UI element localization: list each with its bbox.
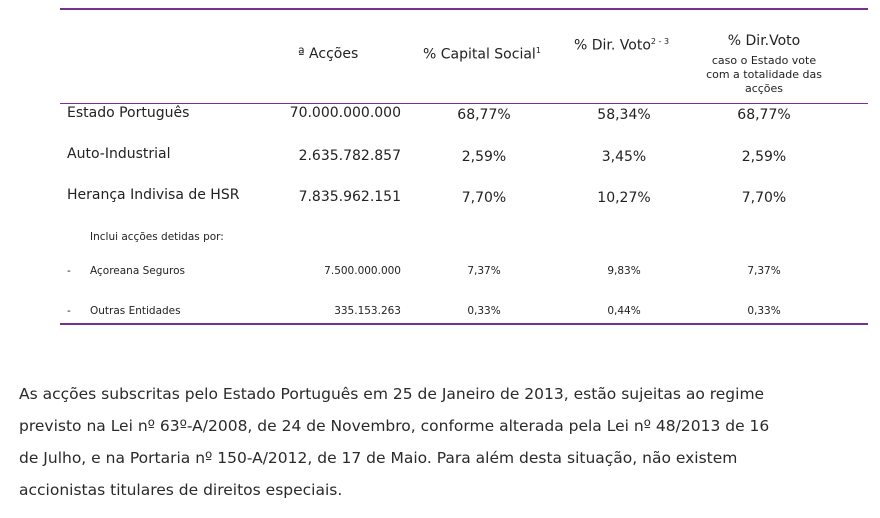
row-capital: 68,77% bbox=[457, 107, 511, 123]
subrow-capital: 7,37% bbox=[467, 265, 501, 277]
header-capital: % Capital Social$^1$ bbox=[423, 46, 541, 63]
subrow-capital: 0,33% bbox=[467, 305, 501, 317]
paragraph-line: de Julho, e na Portaria nº 150-A/2012, de 17 de Maio. Para além desta situação, não existem bbox=[19, 449, 738, 467]
row-capital: 2,59% bbox=[461, 149, 507, 165]
row-name: Estado Português bbox=[67, 105, 190, 121]
row-shares: 70.000.000.000 bbox=[289, 105, 401, 121]
row-vote: 3,45% bbox=[601, 149, 647, 165]
table-bottom-rule bbox=[60, 323, 868, 325]
header-vote-total-sub-3: acções bbox=[744, 82, 784, 95]
row-vote: 10,27% bbox=[597, 190, 651, 206]
header-vote-total: % Dir.Voto bbox=[727, 33, 801, 49]
paragraph-line: As acções subscritas pelo Estado Português em 25 de Janeiro de 2013, estão sujeitas ao regime bbox=[19, 385, 765, 403]
subrow-shares: 335.153.263 bbox=[334, 305, 401, 317]
paragraph-line: previsto na Lei nº 63º-A/2008, de 24 de Novembro, conforme alterada pela Lei nº 48/2013 de 16 bbox=[19, 417, 770, 435]
header-shares: ª Acções bbox=[298, 46, 359, 62]
row-vote-total: 7,70% bbox=[741, 190, 787, 206]
header-vote: % Dir. Voto$^{2 - 3}$ bbox=[574, 37, 670, 54]
subrow-vote: 0,44% bbox=[607, 305, 641, 317]
table-header-rule bbox=[60, 103, 868, 104]
table-top-rule bbox=[60, 8, 868, 10]
subrow-vote: 9,83% bbox=[607, 265, 641, 277]
subrow-name: Açoreana Seguros bbox=[90, 265, 186, 277]
subrow-vote-total: 7,37% bbox=[747, 265, 781, 277]
row-vote: 58,34% bbox=[597, 107, 651, 123]
header-vote-total-sub-2: com a totalidade das bbox=[706, 68, 822, 81]
row-capital: 7,70% bbox=[461, 190, 507, 206]
row-vote-total: 2,59% bbox=[741, 149, 787, 165]
subrow-vote-total: 0,33% bbox=[747, 305, 781, 317]
subrow-shares: 7.500.000.000 bbox=[324, 265, 401, 277]
paragraph-line: accionistas titulares de direitos especiais. bbox=[19, 481, 343, 499]
row-name: Auto-Industrial bbox=[67, 146, 171, 162]
row-shares: 7.835.962.151 bbox=[298, 189, 401, 205]
includes-note: Inclui acções detidas por: bbox=[90, 231, 224, 243]
row-vote-total: 68,77% bbox=[737, 107, 791, 123]
row-shares: 2.635.782.857 bbox=[298, 148, 401, 164]
body-paragraph bbox=[19, 378, 841, 506]
subrow-dash: - bbox=[67, 265, 71, 277]
subrow-dash: - bbox=[67, 305, 71, 317]
subrow-name: Outras Entidades bbox=[90, 305, 181, 317]
row-name: Herança Indivisa de HSR bbox=[67, 187, 240, 203]
header-vote-total-sub-1: caso o Estado vote bbox=[711, 54, 817, 67]
